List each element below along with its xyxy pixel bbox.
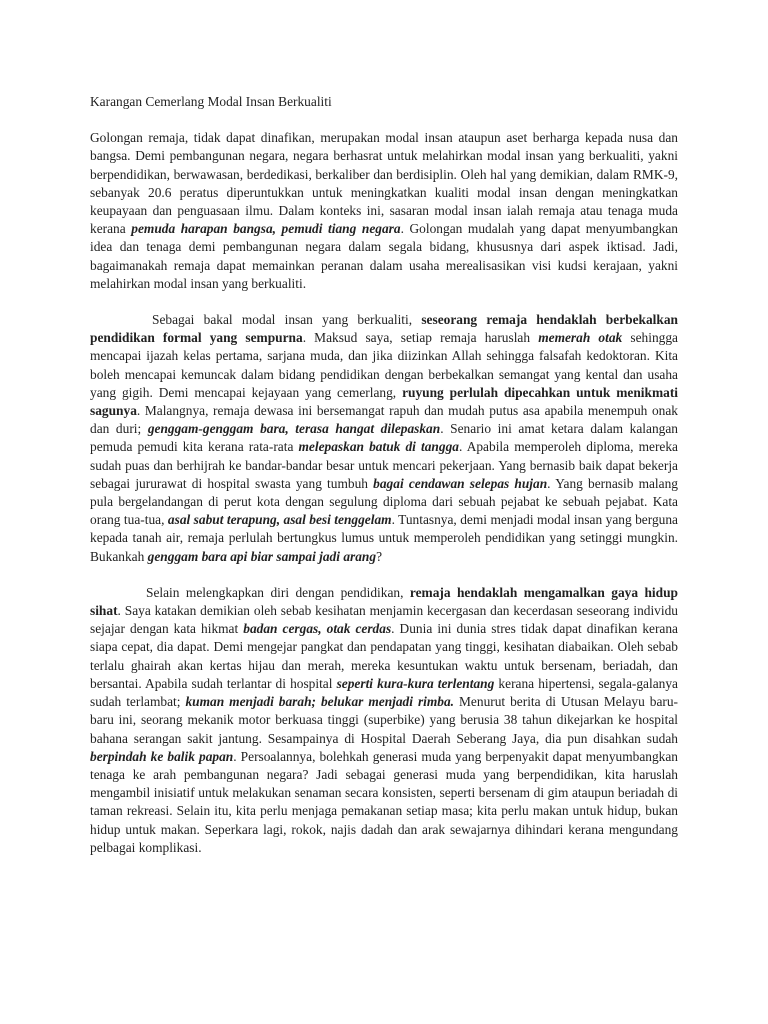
paragraph-2-segment: sehingga mencapai ijazah kelas pertama, sarjana muda, dan jika diizinkan Allah sehingga falsafah kedoktoran. Kita boleh mencapai kemuncak dalam bidang pendidikan dengan berbekalkan semangat yang kental dan usaha yang gigih. Demi mencapai kejayaan yang cemerlang, bbox=[90, 330, 678, 400]
paragraph-3-segment: . Dunia ini dunia stres tidak dapat dinafikan kerana siapa cepat, dia dapat. Demi mengejar pangkat dan pendapatan yang tinggi, kesihatan diabaikan. Oleh sebab terlalu ghairah akan kertas hijau dan merah, mereka kesuntukan waktu untuk bersenam, beriadah, dan bersantai. Apabila sudah terlantar di hospital bbox=[90, 621, 679, 691]
paragraph-2-phrase-emphasis: genggam bara api biar sampai jadi arang bbox=[147, 548, 377, 564]
paragraph-3-phrase-emphasis: seperti kura-kura terlentang bbox=[336, 675, 495, 691]
paragraph-3-segment: Selain melengkapkan diri dengan pendidikan, bbox=[146, 584, 410, 600]
paragraph-2-segment: . Yang bernasib malang pula bergelandangan di perut kota dengan segulung diploma dari sebuah pejabat ke sebuah pejabat. Kata orang tua-tua, bbox=[90, 475, 678, 528]
paragraph-2-phrase-emphasis: bagai cendawan selepas hujan bbox=[373, 475, 548, 491]
paragraph-2-segment: Sebagai bakal modal insan yang berkualiti, bbox=[152, 312, 422, 328]
paragraph-1-segment: Golongan remaja, tidak dapat dinafikan, merupakan modal insan ataupun aset berharga kepada nusa dan bangsa. Demi pembangunan negara, negara berhasrat untuk melahirkan modal insan yang berkualiti, yakni berpendidikan, berwawasan, berdedikasi, berkaliber dan berdisiplin. Oleh hal yang demikian, dalam RMK-9, sebanyak 20.6 peratus diperuntukkan untuk meningkatkan kualiti modal insan dengan meningkatkan keupayaan dan penguasaan ilmu. Dalam konteks ini, sasaran modal insan ialah remaja atau tenaga muda kerana bbox=[90, 130, 678, 237]
paragraph-2 bbox=[90, 311, 678, 566]
paragraph-2-topic-sentence: seseorang remaja hendaklah berbekalkan pendidikan formal yang sempurna bbox=[90, 312, 678, 346]
paragraph-1-segment: . Golongan mudalah yang dapat menyumbangkan idea dan tenaga demi pembangunan negara dalam segala bidang, khususnya dari aspek iktisad. Jadi, bagaimanakah remaja dapat memainkan peranan dalam usaha merealisasikan visi kudsi kerajaan, yakni melahirkan modal insan yang berkualiti. bbox=[90, 221, 678, 291]
paragraph-3-segment: . Persoalannya, bolehkah generasi muda yang berpenyakit dapat menyumbangkan tenaga ke arah pembangunan negara? Jadi sebagai generasi muda yang berpendidikan, kita haruslah mengambil inisiatif untuk melakukan senaman secara konsisten, seperti bersenam di gim ataupun beriadah di taman rekreasi. Selain itu, kita perlu menjaga pemakanan setiap masa; kita perlu makan untuk hidup, bukan hidup untuk makan. Seperkara lagi, rokok, najis dadah dan arak sewajarnya dihindari kerana mengundang pelbagai komplikasi. bbox=[90, 748, 678, 855]
paragraph-3-phrase-emphasis: kuman menjadi barah; belukar menjadi rimba. bbox=[185, 694, 455, 710]
paragraph-2-segment: . Apabila memperoleh diploma, mereka sudah puas dan berhijrah ke bandar-bandar besar untuk mencari pekerjaan. Yang bernasib baik dapat bekerja sebagai jururawat di hospital swasta yang tumbuh bbox=[90, 439, 679, 491]
paragraph-3-segment: Menurut berita di Utusan Melayu baru-baru ini, seorang mekanik motor berkuasa tinggi (superbike) yang berusia 38 tahun dikejarkan ke hospital bahana serangan sakit jantung. Sesampainya di Hospital Daerah Seberang Jaya, dia pun disahkan sudah bbox=[90, 694, 679, 746]
paragraph-3-segment: kerana hipertensi, segala-galanya sudah terlambat; bbox=[90, 675, 679, 710]
paragraph-2-phrase-emphasis: asal sabut terapung, asal besi tenggelam bbox=[167, 512, 392, 528]
paragraph-2-segment: . Senario ini amat ketara dalam kalangan pemuda pemudi kita kerana rata-rata bbox=[90, 421, 678, 455]
paragraph-3-phrase-emphasis: berpindah ke balik papan bbox=[90, 748, 234, 764]
paragraph-3 bbox=[90, 584, 678, 857]
paragraph-2-phrase-emphasis: genggam-genggam bara, terasa hangat dilepaskan bbox=[147, 421, 441, 437]
paragraph-2-segment: ? bbox=[376, 548, 383, 564]
document-title: Karangan Cemerlang Modal Insan Berkualiti bbox=[90, 94, 332, 109]
paragraph-2-segment: . Maksud saya, setiap remaja haruslah bbox=[302, 330, 539, 346]
paragraph-3-topic-sentence: remaja hendaklah mengamalkan gaya hidup sihat bbox=[90, 584, 678, 619]
paragraph-1 bbox=[90, 129, 678, 293]
document-page bbox=[90, 93, 678, 875]
paragraph-1-phrase-emphasis: pemuda harapan bangsa, pemudi tiang negara bbox=[131, 221, 401, 237]
paragraph-2-phrase-emphasis: melepaskan batuk di tangga bbox=[298, 439, 459, 455]
paragraph-2-phrase-emphasis: memerah otak bbox=[538, 330, 623, 346]
paragraph-2-phrase-bold: ruyung perlulah dipecahkan untuk menikmati sagunya bbox=[90, 384, 679, 419]
paragraph-3-phrase-emphasis: badan cergas, otak cerdas bbox=[243, 621, 392, 637]
paragraph-2-segment: . Malangnya, remaja dewasa ini bersemangat rapuh dan mudah putus asa apabila menempuh onak dan duri; bbox=[90, 403, 678, 437]
paragraph-3-segment: . Saya katakan demikian oleh sebab kesihatan menjamin kecergasan dan kecerdasan seseorang individu sejajar dengan kata hikmat bbox=[90, 603, 678, 637]
paragraph-2-segment: . Tuntasnya, demi menjadi modal insan yang berguna kepada tanah air, remaja perlulah bertungkus lumus untuk memperoleh pendidikan yang setinggi mungkin. Bukankah bbox=[90, 512, 678, 564]
